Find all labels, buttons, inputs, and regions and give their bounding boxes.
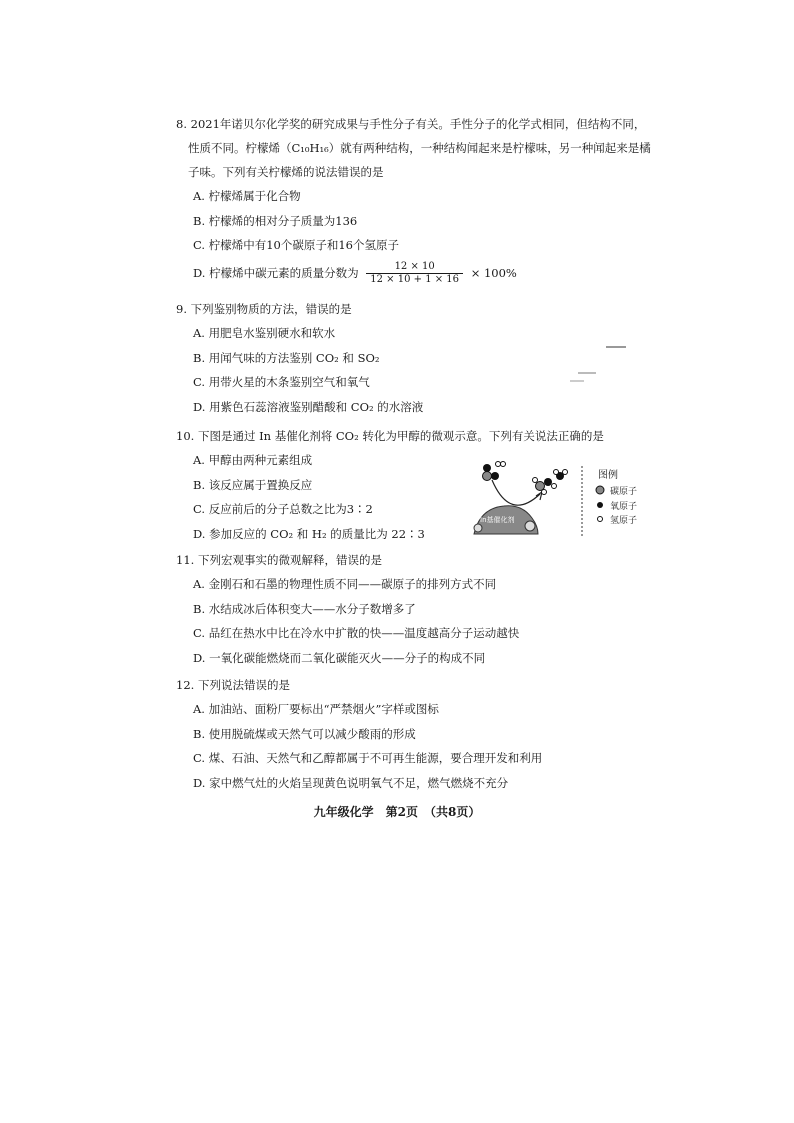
q8-option-b: B. 柠檬烯的相对分子质量为136 bbox=[193, 213, 358, 228]
q12-option-c: C. 煤、石油、天然气和乙醇都属于不可再生能源，要合理开发和利用 bbox=[193, 751, 543, 765]
hydrogen-atom bbox=[533, 478, 538, 483]
hydrogen-atom bbox=[563, 470, 568, 475]
scan-mark bbox=[570, 380, 584, 382]
fraction-numerator: 12 × 10 bbox=[366, 261, 463, 274]
q12-option-a: A. 加油站、面粉厂要标出“严禁烟火”字样或图标 bbox=[193, 702, 439, 716]
q9-stem: 9. 下列鉴别物质的方法，错误的是 bbox=[176, 302, 352, 316]
q11-option-c: C. 品红在热水中比在冷水中扩散的快——温度越高分子运动越快 bbox=[193, 626, 520, 640]
legend-carbon-label: 碳原子 bbox=[610, 487, 638, 497]
legend-oxygen-label: 氧原子 bbox=[610, 502, 638, 512]
q8-stem-line2: 性质不同。柠檬烯（C₁₀H₁₆）就有两种结构，一种结构闻起来是柠檬味，另一种闻起来是橘 bbox=[188, 141, 651, 155]
q10-option-d: D. 参加反应的 CO₂ 和 H₂ 的质量比为 22∶3 bbox=[193, 526, 425, 541]
carbon-atom bbox=[483, 472, 492, 481]
hydrogen-atom bbox=[501, 462, 506, 467]
hydrogen-atom bbox=[554, 470, 559, 475]
q11-option-d: D. 一氧化碳能燃烧而二氧化碳能灭火——分子的构成不同 bbox=[193, 650, 486, 665]
hydrogen-atom bbox=[542, 490, 547, 495]
reaction-arrow bbox=[492, 480, 540, 505]
question-12 bbox=[176, 673, 696, 795]
q9-option-c: C. 用带火星的木条鉴别空气和氧气 bbox=[193, 375, 370, 389]
catalyst-label: In基催化剂 bbox=[480, 516, 515, 524]
legend-carbon-symbol bbox=[596, 486, 604, 494]
q8-option-d-prefix: D. 柠檬烯中碳元素的质量分数为 bbox=[193, 265, 359, 280]
q11-option-a: A. 金刚石和石墨的物理性质不同——碳原子的排列方式不同 bbox=[193, 577, 497, 591]
legend-oxygen-symbol bbox=[597, 502, 603, 508]
q11-stem: 11. 下列宏观事实的微观解释，错误的是 bbox=[176, 553, 382, 567]
fraction-denominator: 12 × 10 + 1 × 16 bbox=[370, 274, 460, 285]
legend-hydrogen-symbol bbox=[598, 517, 603, 522]
question-9 bbox=[176, 297, 676, 419]
surface-sphere bbox=[525, 521, 535, 531]
q10-option-a: A. 甲醇由两种元素组成 bbox=[193, 453, 313, 467]
question-8 bbox=[176, 112, 676, 288]
q8-stem-line1: 8. 2021年诺贝尔化学奖的研究成果与手性分子有关。手性分子的化学式相同，但结构不同， bbox=[176, 117, 646, 131]
q11-option-b: B. 水结成冰后体积变大——水分子数增多了 bbox=[193, 601, 416, 616]
q12-option-b: B. 使用脱硫煤或天然气可以减少酸雨的形成 bbox=[193, 726, 416, 741]
q9-option-b: B. 用闻气味的方法鉴别 CO₂ 和 SO₂ bbox=[193, 350, 380, 365]
hydrogen-atom bbox=[552, 484, 557, 489]
q8-option-d-fraction bbox=[366, 261, 463, 286]
q10-option-b: B. 该反应属于置换反应 bbox=[193, 477, 313, 492]
q9-option-d: D. 用紫色石蕊溶液鉴别醋酸和 CO₂ 的水溶液 bbox=[193, 399, 424, 414]
q8-option-d-suffix: × 100% bbox=[470, 265, 517, 280]
page-footer: 九年级化学 第2页 （共8页） bbox=[313, 805, 481, 819]
q8-option-d bbox=[176, 258, 676, 288]
q12-option-d: D. 家中燃气灶的火焰呈现黄色说明氧气不足，燃气燃烧不充分 bbox=[193, 775, 509, 790]
oxygen-atom bbox=[544, 478, 552, 486]
q10-option-c: C. 反应前后的分子总数之比为3∶2 bbox=[193, 502, 373, 516]
q8-stem-line3: 子味。下列有关柠檬烯的说法错误的是 bbox=[188, 165, 384, 179]
q8-option-a: A. 柠檬烯属于化合物 bbox=[193, 189, 301, 203]
oxygen-atom bbox=[491, 472, 499, 480]
scan-mark bbox=[578, 372, 596, 374]
q12-stem: 12. 下列说法错误的是 bbox=[176, 678, 290, 692]
reaction-arrowhead bbox=[536, 492, 542, 500]
surface-sphere bbox=[474, 524, 482, 532]
catalyst-diagram bbox=[460, 460, 660, 540]
question-11 bbox=[176, 548, 696, 670]
q8-option-c: C. 柠檬烯中有10个碳原子和16个氢原子 bbox=[193, 238, 399, 252]
legend-title: 图例 bbox=[598, 470, 618, 481]
hydrogen-atom bbox=[496, 462, 501, 467]
q9-option-a: A. 用肥皂水鉴别硬水和软水 bbox=[193, 326, 336, 340]
legend-hydrogen-label: 氢原子 bbox=[610, 516, 638, 526]
q10-stem: 10. 下图是通过 In 基催化剂将 CO₂ 转化为甲醇的微观示意。下列有关说法正确的是 bbox=[176, 429, 604, 443]
oxygen-atom bbox=[483, 464, 491, 472]
scan-mark bbox=[606, 346, 626, 348]
